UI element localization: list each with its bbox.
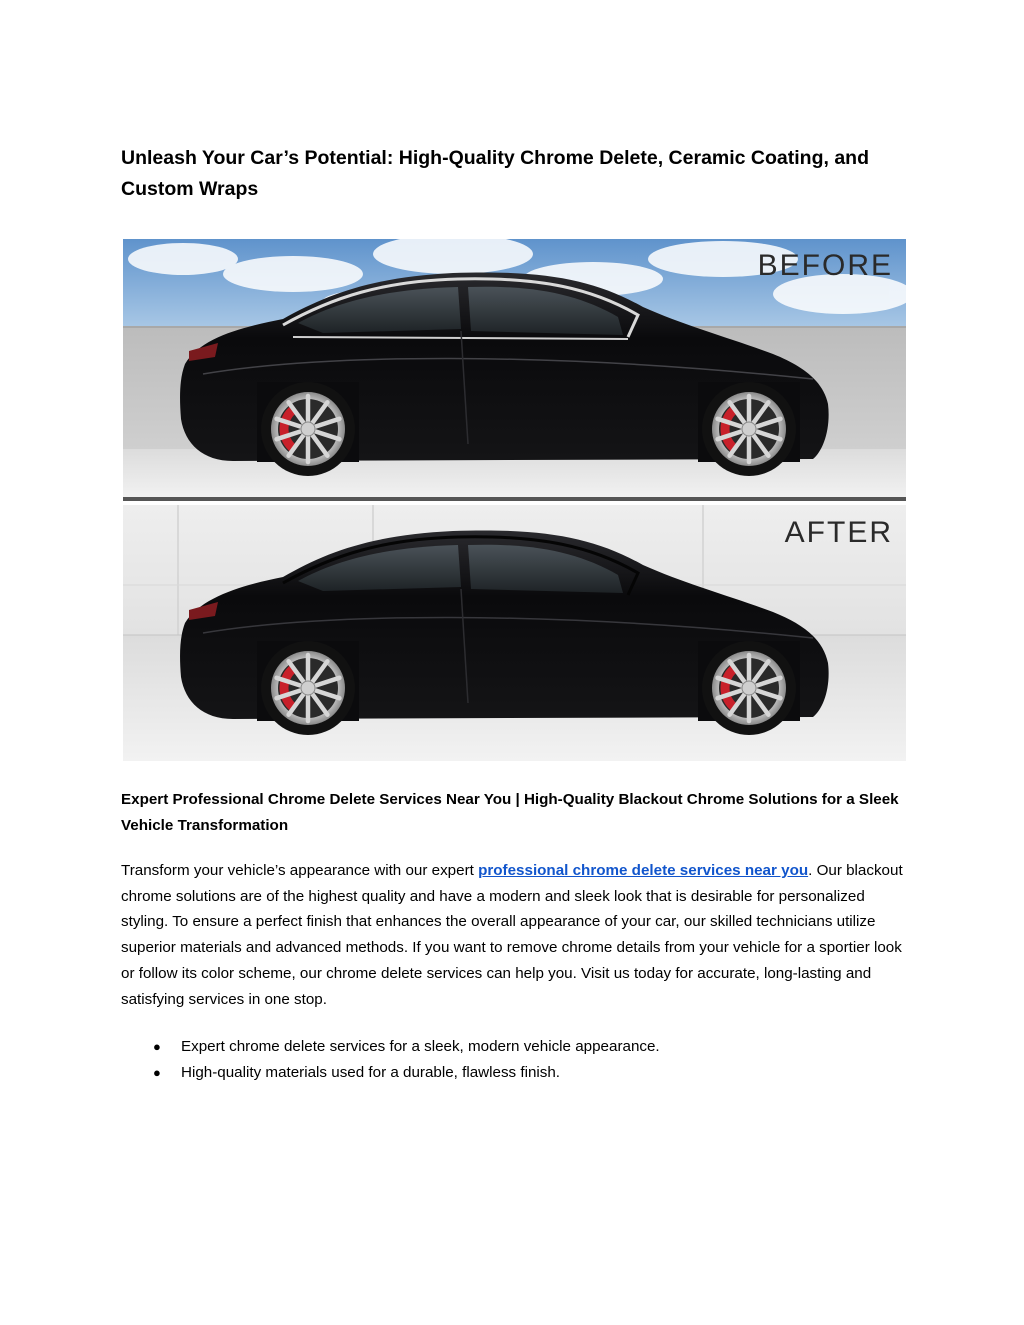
list-item-text: Expert chrome delete services for a sleek, modern vehicle appearance. (181, 1038, 660, 1055)
after-panel (123, 505, 906, 761)
section-heading: Expert Professional Chrome Delete Services Near You | High-Quality Blackout Chrome Solutions for a Sleek Vehicle Transformation (121, 791, 899, 834)
after-label: AFTER (784, 516, 893, 549)
paragraph-intro: Transform your vehicle’s appearance with our expert (121, 862, 479, 879)
bullet-icon: ● (153, 1065, 161, 1080)
bullet-icon: ● (153, 1039, 161, 1054)
list-item-text: High-quality materials used for a durable, flawless finish. (181, 1064, 561, 1081)
bullet-list (121, 1034, 906, 1086)
chrome-delete-services-link[interactable]: professional chrome delete services near you (478, 862, 809, 879)
before-after-image (123, 239, 906, 761)
list-item (121, 1034, 906, 1060)
before-panel (123, 239, 906, 501)
before-label: BEFORE (757, 249, 893, 282)
document-title: Unleash Your Car’s Potential: High-Quality Chrome Delete, Ceramic Coating, and Custom Wraps (121, 147, 870, 200)
body-paragraph (121, 858, 906, 1012)
list-item (121, 1060, 906, 1086)
paragraph-rest: . Our blackout chrome solutions are of the highest quality and have a modern and sleek look that is desirable for personalized styling. To ensure a perfect finish that enhances the overall appearance of your car, our skilled technicians utilize superior materials and advanced methods. If you want to remove chrome details from your vehicle for a sportier look or follow its color scheme, our chrome delete services can help you. Visit us today for accurate, long-lasting and satisfying services in one stop. (121, 862, 903, 1008)
